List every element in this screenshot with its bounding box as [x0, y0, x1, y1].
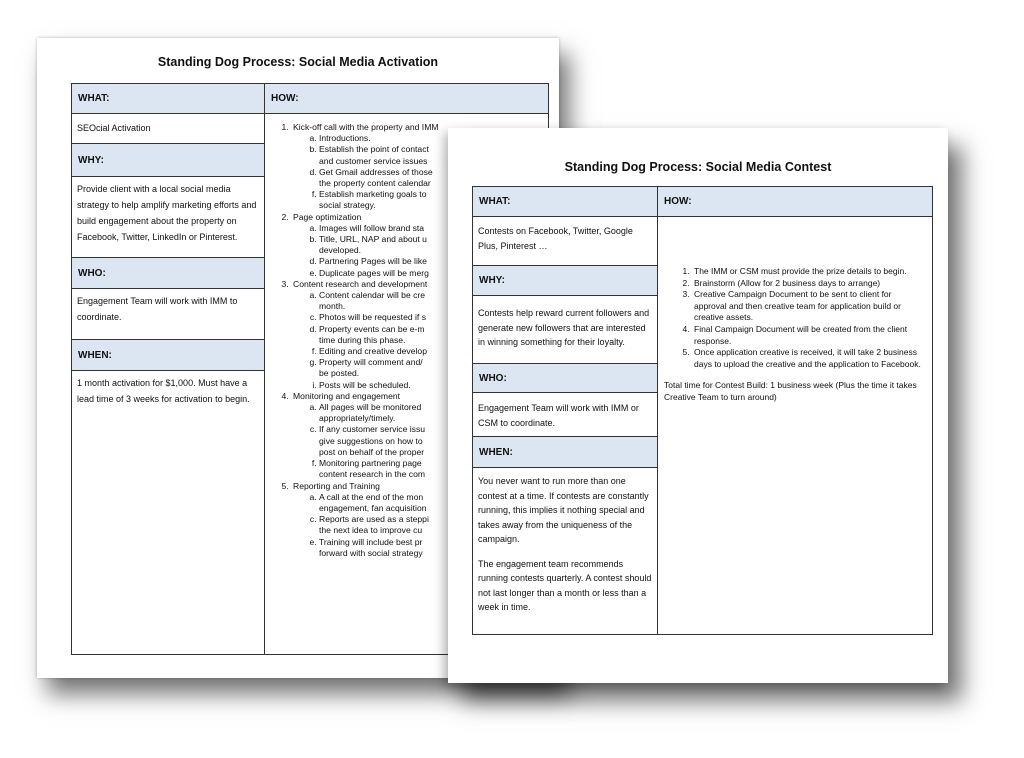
how-step: 2. Brainstorm (Allow for 2 business days to arrange) [692, 278, 924, 290]
when-header: WHEN: [72, 340, 264, 371]
how-substep: social strategy. [319, 200, 376, 211]
how-substep: e. Duplicate pages will be merg [319, 268, 544, 279]
total-time-text: Total time for Contest Build: 1 business week (Plus the time it takes Creative Team to turn around) [664, 380, 917, 402]
how-header: HOW: [658, 187, 932, 217]
how-substep: f. Monitoring partnering page [319, 458, 544, 469]
who-text: Engagement Team will work with IMM to coordinate. [72, 289, 264, 340]
what-text: SEOcial Activation [72, 114, 264, 144]
how-step-label: Page optimization [293, 211, 362, 222]
when-text-1: You never want to run more than one contest at a time. If contests are constantly running, this implies it nothing special and takes away from the uniqueness of the campaign. [478, 476, 649, 544]
how-substep: b. Title, URL, NAP and about u [319, 234, 544, 245]
why-header: WHY: [473, 266, 657, 296]
how-substep: c. If any customer service issu [319, 424, 544, 435]
how-substep: engagement, fan acquisition [319, 502, 427, 513]
process-table [472, 186, 933, 635]
how-substep: time during this phase. [319, 334, 406, 345]
document-title: Standing Dog Process: Social Media Contest [564, 160, 832, 174]
when-text: 1 month activation for $1,000. Must have a lead time of 3 weeks for activation to begin. [77, 378, 250, 404]
how-substep: a. Content calendar will be cre [319, 290, 544, 301]
left-column [72, 84, 265, 654]
how-header: HOW: [265, 84, 548, 114]
how-substep: appropriately/timely. [319, 413, 396, 424]
how-substep: the next idea to improve cu [319, 525, 423, 536]
what-header: WHAT: [72, 84, 264, 114]
contest-document [448, 128, 948, 683]
when-cell [473, 468, 657, 629]
how-substep: a. Images will follow brand sta [319, 223, 544, 234]
what-header: WHAT: [473, 187, 657, 217]
how-substep: a. Introductions. [319, 133, 544, 144]
how-substep: give suggestions on how to [319, 435, 423, 446]
how-substep: d. Get Gmail addresses of those [319, 167, 544, 178]
how-substep: the property content calendar [319, 178, 431, 189]
how-steps-list [664, 266, 924, 370]
who-header: WHO: [473, 364, 657, 393]
left-column [473, 187, 658, 634]
why-header: WHY: [72, 144, 264, 177]
how-substep: d. Property events can be e-m [319, 324, 544, 335]
how-body [658, 217, 932, 404]
why-text: Contests help reward current followers and generate new followers that are interested in winning something for their loyalty. [473, 296, 657, 364]
how-step: 5. Once application creative is received, it will take 2 business days to upload the creative and the application to Facebook. [692, 347, 924, 370]
how-step-label: Reporting and Training [293, 480, 380, 491]
right-column [658, 187, 932, 634]
how-substep: b. Establish the point of contact [319, 144, 544, 155]
how-substep: be posted. [319, 368, 360, 379]
how-substep: f. Editing and creative develop [319, 346, 544, 357]
document-title: Standing Dog Process: Social Media Activation [157, 55, 439, 69]
how-substep: forward with social strategy [319, 547, 423, 558]
who-text: Engagement Team will work with IMM or CSM to coordinate. [473, 393, 657, 437]
what-text: Contests on Facebook, Twitter, Google Plus, Pinterest … [473, 217, 657, 266]
why-text: Provide client with a local social media strategy to help amplify marketing efforts and build engagement about the property on Facebook, Twitter, LinkedIn or Pinterest. [72, 177, 264, 258]
how-step: 1. The IMM or CSM must provide the prize details to begin. [692, 266, 924, 278]
how-substep: c. Photos will be requested if s [319, 312, 544, 323]
how-step-label: Monitoring and engagement [293, 390, 401, 401]
how-substep: post on behalf of the proper [319, 446, 425, 457]
how-substep: and customer service issues [319, 155, 428, 166]
when-text-2: The engagement team recommends running contests quarterly. A contest should not last longer than a month or less than a week in time. [478, 558, 652, 612]
who-header: WHO: [72, 258, 264, 289]
how-step: 4. Final Campaign Document will be created from the client response. [692, 324, 924, 347]
how-substep: a. All pages will be monitored [319, 402, 544, 413]
how-substep: content research in the com [319, 469, 426, 480]
how-substep: e. Training will include best pr [319, 537, 544, 548]
how-substep: a. A call at the end of the mon [319, 492, 544, 503]
when-header: WHEN: [473, 437, 657, 468]
how-step-label: Kick-off call with the property and IMM [293, 122, 439, 132]
how-step-label: Content research and development [293, 278, 428, 289]
how-substep: d. Partnering Pages will be like [319, 256, 544, 267]
how-substep: c. Reports are used as a steppi [319, 514, 544, 525]
how-substep: developed. [319, 245, 362, 256]
how-substep: i. Posts will be scheduled. [319, 380, 544, 391]
how-step: 3. Creative Campaign Document to be sent to client for approval and then creative team for application build or creative assets. [692, 289, 924, 324]
how-substep: g. Property will comment and/ [319, 357, 544, 368]
how-substep: f. Establish marketing goals to [319, 189, 544, 200]
how-substep: month. [319, 301, 346, 312]
